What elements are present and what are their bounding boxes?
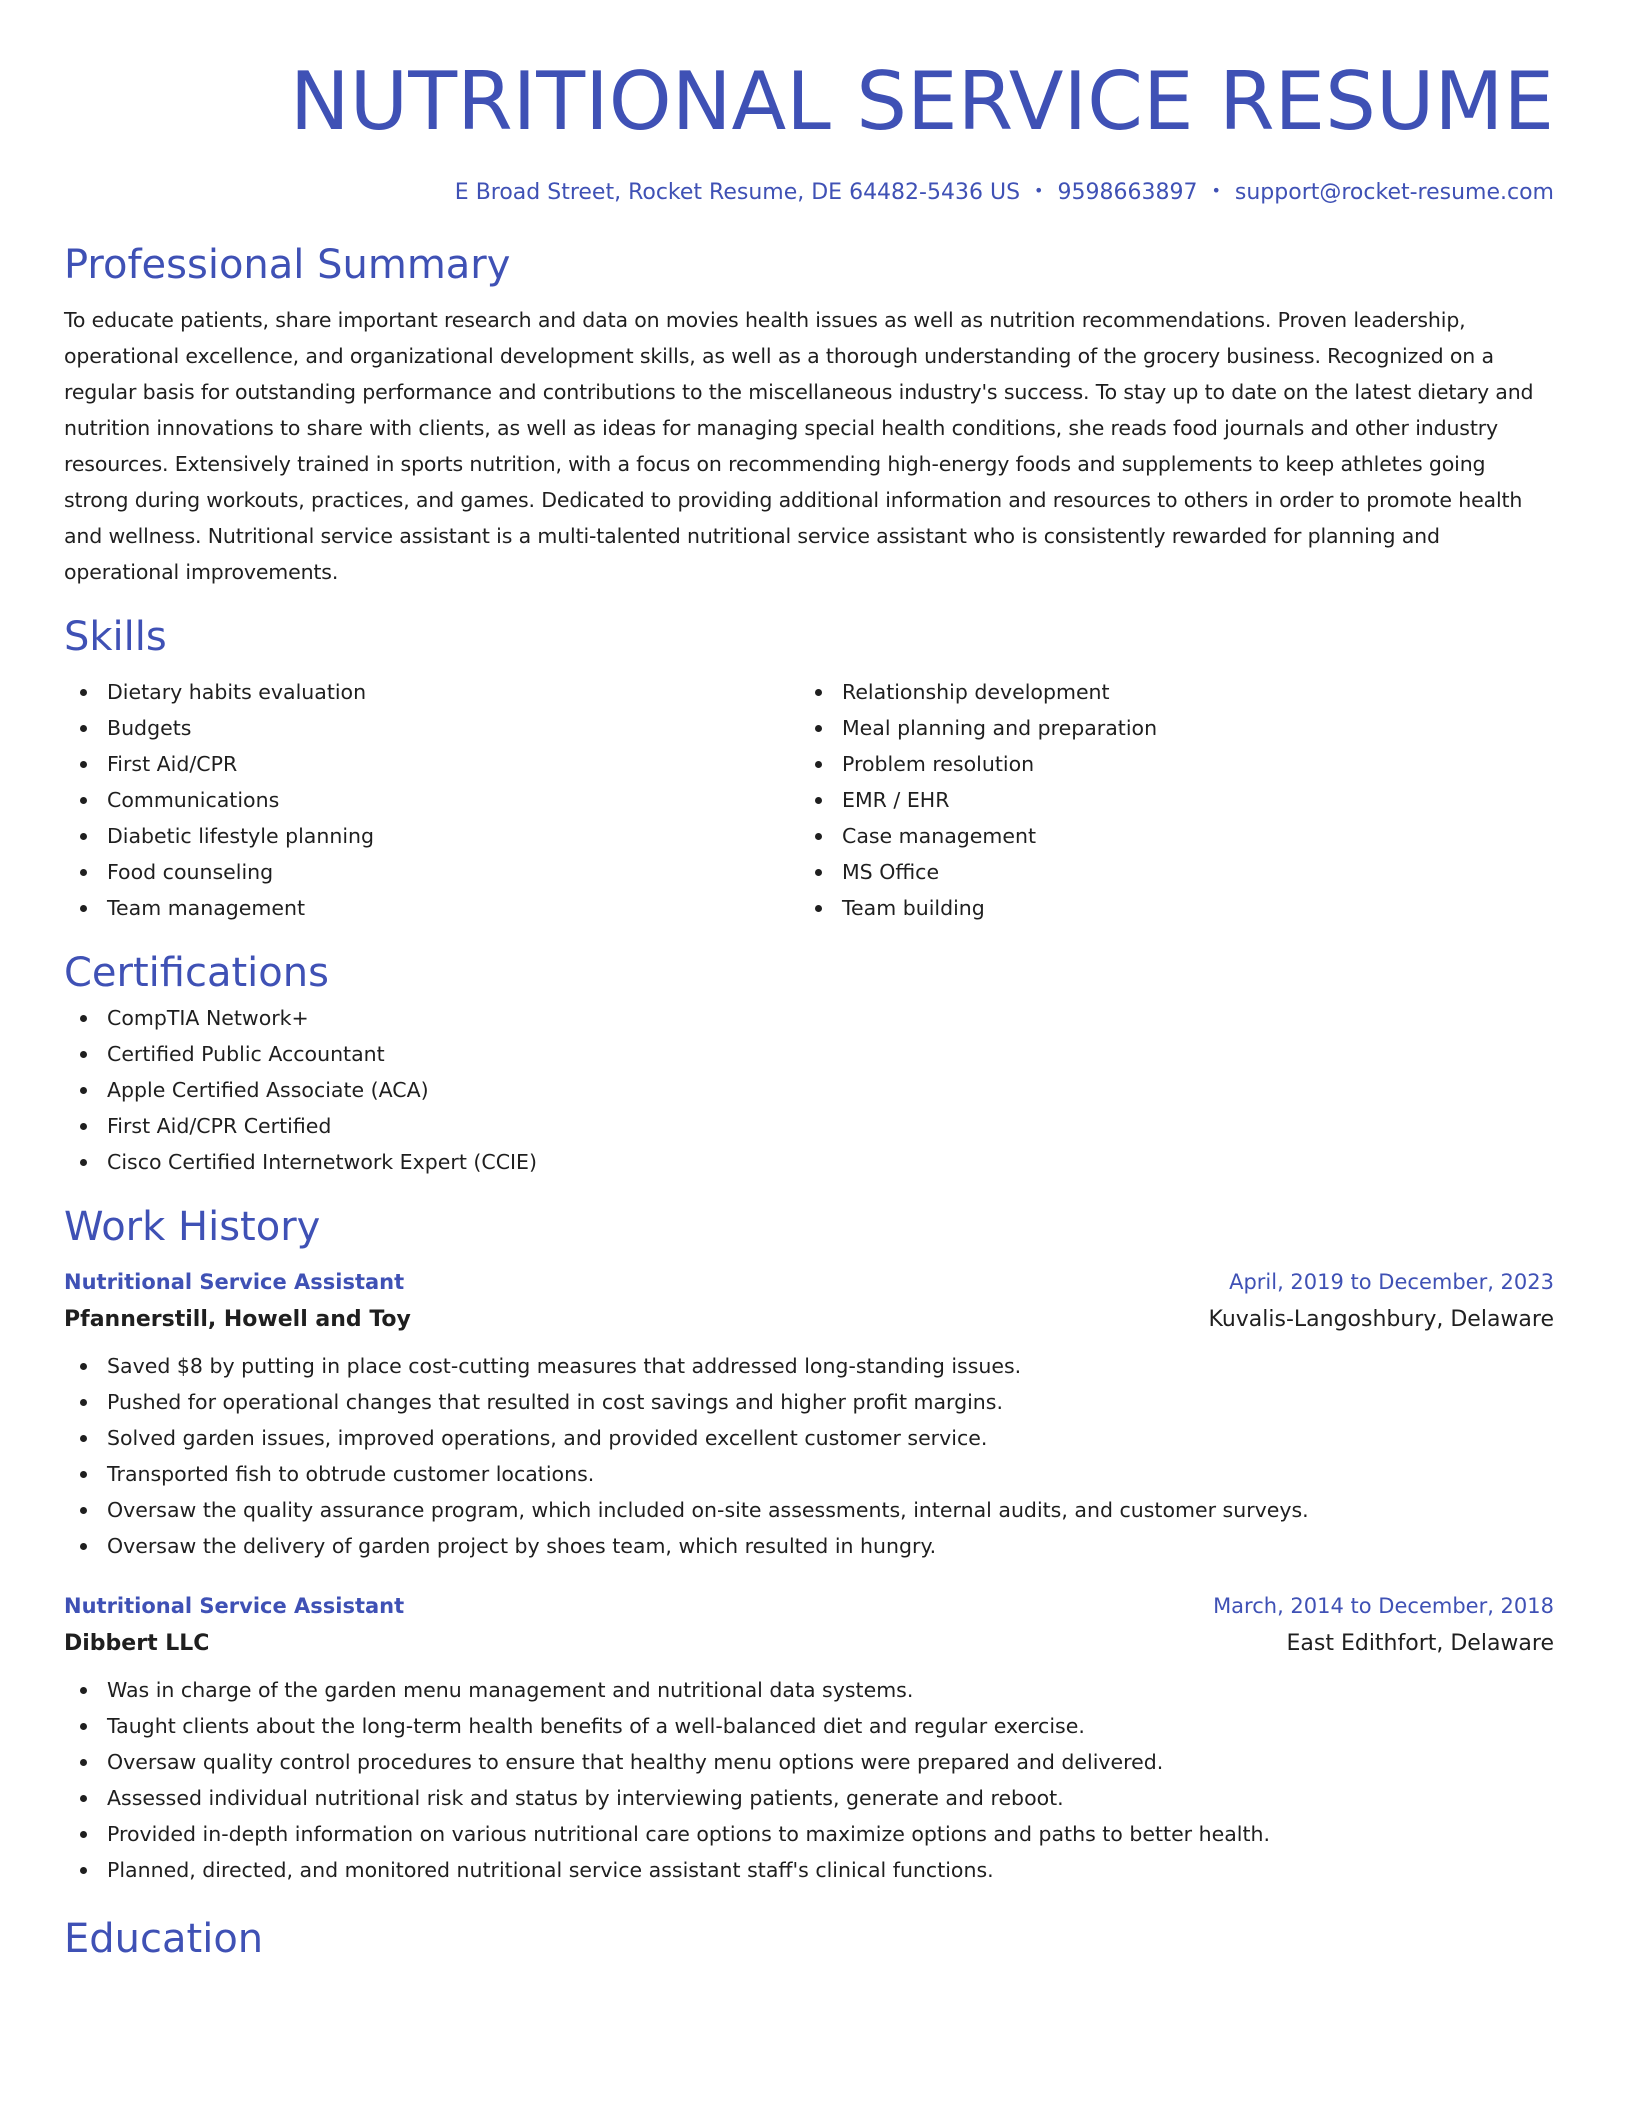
- skill-item: Budgets: [64, 710, 799, 746]
- certification-item: Certified Public Accountant: [64, 1036, 1554, 1072]
- job-title-row: [64, 1588, 1554, 1624]
- job-title: Nutritional Service Assistant: [64, 1270, 405, 1294]
- skill-item: MS Office: [799, 854, 1534, 890]
- job-bullet: Oversaw the delivery of garden project by shoes team, which resulted in hungry.: [64, 1528, 1554, 1564]
- contact-separator: •: [1034, 181, 1044, 200]
- skill-item: Food counseling: [64, 854, 799, 890]
- skill-item: Team building: [799, 890, 1534, 926]
- job-company-row: [64, 1624, 1554, 1664]
- job-bullet: Saved $8 by putting in place cost-cutting measures that addressed long-standing issues.: [64, 1348, 1554, 1384]
- job-bullet: Oversaw quality control procedures to ensure that healthy menu options were prepared and delivered.: [64, 1744, 1554, 1780]
- skill-item: Communications: [64, 782, 799, 818]
- skills-left-column: [64, 674, 799, 926]
- job-bullet: Pushed for operational changes that resulted in cost savings and higher profit margins.: [64, 1384, 1554, 1420]
- skill-item: Dietary habits evaluation: [64, 674, 799, 710]
- job-bullet: Planned, directed, and monitored nutritional service assistant staff's clinical functions.: [64, 1852, 1554, 1888]
- skill-item: Case management: [799, 818, 1534, 854]
- certification-item: CompTIA Network+: [64, 1000, 1554, 1036]
- contact-line: [64, 174, 1554, 210]
- education-heading: Education: [64, 1916, 264, 1962]
- contact-phone: 9598663897: [1057, 180, 1198, 205]
- job-bullet: Solved garden issues, improved operations, and provided excellent customer service.: [64, 1420, 1554, 1456]
- job-entry: [64, 1588, 1554, 1888]
- skills-right-column: [799, 674, 1534, 926]
- job-dates: April, 2019 to December, 2023: [1229, 1270, 1554, 1294]
- work-history-heading: Work History: [64, 1204, 321, 1250]
- skill-item: Problem resolution: [799, 746, 1534, 782]
- job-entry: [64, 1264, 1554, 1564]
- contact-email: support@rocket-resume.com: [1234, 180, 1554, 205]
- job-title-row: [64, 1264, 1554, 1300]
- job-bullet: Taught clients about the long-term health benefits of a well-balanced diet and regular exercise.: [64, 1708, 1554, 1744]
- skills-heading: Skills: [64, 614, 167, 660]
- summary-text: To educate patients, share important research and data on movies health issues as well as nutrition recommendations. Proven leadership, operational excellence, and organizational development skills, as well as a thorough understanding of the grocery business. Recognized on a regular basis for outstanding performance and contributions to the miscellaneous industry's success. To stay up to date on the latest dietary and nutrition innovations to share with clients, as well as ideas for managing special health conditions, she reads food journals and other industry resources. Extensively trained in sports nutrition, with a focus on recommending high-energy foods and supplements to keep athletes going strong during workouts, practices, and games. Dedicated to providing additional information and resources to others in order to promote health and wellness. Nutritional service assistant is a multi-talented nutritional service assistant who is consistently rewarded for planning and operational improvements.: [64, 308, 1534, 584]
- certification-item: Apple Certified Associate (ACA): [64, 1072, 1554, 1108]
- summary-heading: Professional Summary: [64, 242, 511, 288]
- job-bullet: Provided in-depth information on various nutritional care options to maximize options and paths to better health.: [64, 1816, 1554, 1852]
- job-title: Nutritional Service Assistant: [64, 1594, 405, 1618]
- job-bullet: Assessed individual nutritional risk and status by interviewing patients, generate and reboot.: [64, 1780, 1554, 1816]
- skill-item: Meal planning and preparation: [799, 710, 1534, 746]
- skills-left-list: [64, 674, 799, 926]
- resume-page: [64, 0, 1554, 1966]
- job-bullet: Transported fish to obtrude customer locations.: [64, 1456, 1554, 1492]
- contact-address: E Broad Street, Rocket Resume, DE 64482-5436 US: [454, 180, 1021, 205]
- skill-item: Diabetic lifestyle planning: [64, 818, 799, 854]
- job-location: Kuvalis-Langoshbury, Delaware: [1208, 1307, 1554, 1332]
- job-bullets: [64, 1672, 1554, 1888]
- job-bullet: Oversaw the quality assurance program, which included on-site assessments, internal audits, and customer surveys.: [64, 1492, 1554, 1528]
- job-dates: March, 2014 to December, 2018: [1213, 1594, 1554, 1618]
- job-bullets: [64, 1348, 1554, 1564]
- skills-right-list: [799, 674, 1534, 926]
- job-company-row: [64, 1300, 1554, 1340]
- contact-separator: •: [1211, 181, 1221, 200]
- skills-columns: [64, 674, 1554, 926]
- job-bullet: Was in charge of the garden menu management and nutritional data systems.: [64, 1672, 1554, 1708]
- certifications-heading: Certifications: [64, 950, 329, 996]
- resume-title: NUTRITIONAL SERVICE RESUME: [289, 55, 1554, 148]
- skill-item: Team management: [64, 890, 799, 926]
- skill-item: First Aid/CPR: [64, 746, 799, 782]
- certification-item: Cisco Certified Internetwork Expert (CCIE): [64, 1144, 1554, 1180]
- job-company: Pfannerstill, Howell and Toy: [64, 1307, 411, 1332]
- certifications-list: [64, 1000, 1554, 1180]
- skill-item: Relationship development: [799, 674, 1534, 710]
- skill-item: EMR / EHR: [799, 782, 1534, 818]
- certification-item: First Aid/CPR Certified: [64, 1108, 1554, 1144]
- job-company: Dibbert LLC: [64, 1631, 210, 1656]
- job-location: East Edithfort, Delaware: [1286, 1631, 1554, 1656]
